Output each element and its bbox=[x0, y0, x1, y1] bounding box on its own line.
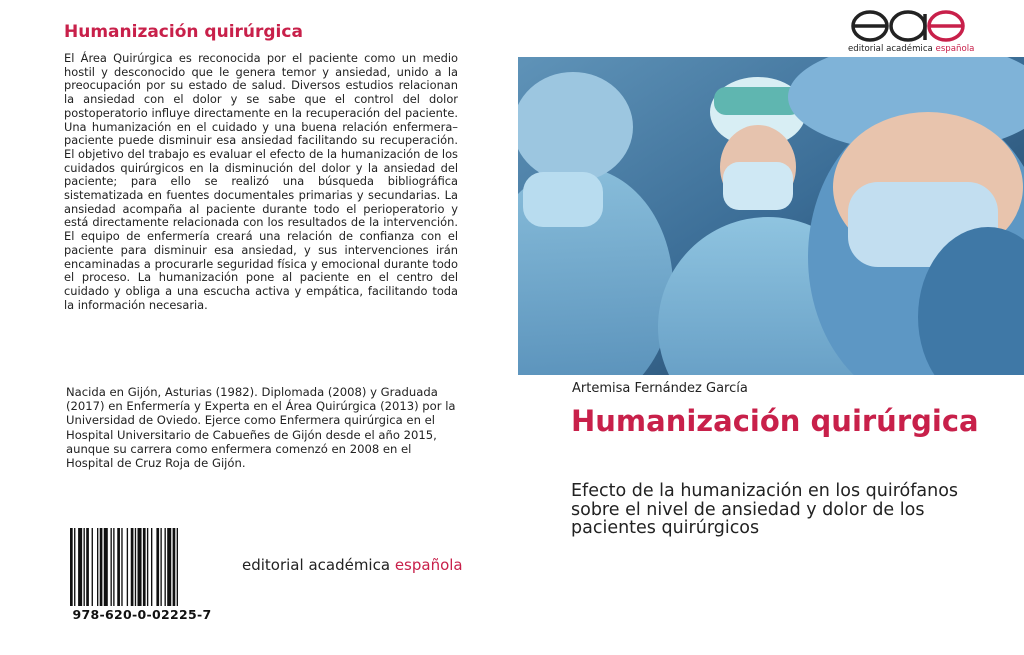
publisher-main: editorial académica bbox=[242, 556, 395, 574]
barcode-bar bbox=[92, 528, 93, 606]
barcode-bar bbox=[131, 528, 134, 606]
barcode-bar bbox=[135, 528, 136, 606]
barcode-bar bbox=[127, 528, 128, 606]
author-bio: Nacida en Gijón, Asturias (1982). Diplomada (2008) y Graduada (2017) en Enfermería y Experta en el Área Quirúrgica (2013) por la Universidad de Oviedo. Ejerce como Enfermera quirúrgica en el Hospital Universitario de Cabueñes de Gijón desde el año 2015, aunque su carrera como enfermera comenzó en 2008 en el Hospital de Cruz Roja de Gijón. bbox=[66, 385, 456, 471]
barcode-bar bbox=[113, 528, 114, 606]
barcode-bar bbox=[111, 528, 112, 606]
barcode-bar bbox=[86, 528, 89, 606]
barcode-icon bbox=[70, 528, 214, 606]
author-name: Artemisa Fernández García bbox=[572, 381, 748, 396]
barcode-bar bbox=[104, 528, 108, 606]
barcode-bar bbox=[70, 528, 73, 606]
barcode-bar bbox=[74, 528, 75, 606]
barcode bbox=[66, 525, 218, 623]
barcode-bar bbox=[147, 528, 148, 606]
surgical-team-illustration bbox=[518, 57, 1024, 375]
barcode-bar bbox=[173, 528, 176, 606]
back-publisher-name bbox=[242, 556, 463, 574]
barcode-bar bbox=[121, 528, 122, 606]
logo-caption-main: editorial académica bbox=[848, 44, 936, 54]
back-cover-blurb: El Área Quirúrgica es reconocida por el paciente como un medio hostil y desconocido que le genera temor y ansiedad, unido a la preocupación por su estado de salud. Diversos estudios relacionan la ansiedad con el dolor y se sabe que el control del dolor postoperatorio influye directamente en la recuperación del paciente. Una humanización en el cuidado y una buena relación enfermera–paciente puede disminuir esa ansiedad facilitando su recuperación. El objetivo del trabajo es evaluar el efecto de la humanización de los cuidados quirúrgicos en la disminución del dolor y la ansiedad del paciente; para ello se realizó una búsqueda bibliográfica sistematizada en fuentes documentales primarias y secundarias. La ansiedad acompaña al paciente durante todo el perioperatorio y está directamente relacionada con los resultados de la intervención. El equipo de enfermería creará una relación de confianza con el paciente para disminuir esa ansiedad, y sus intervenciones irán encaminadas a procurarle seguridad física y emocional durante todo el proceso. La humanización pone al paciente en el centro del cuidado y obliga a una escucha activa y empática, facilitando toda la información necesaria. bbox=[64, 51, 458, 312]
front-cover-title: Humanización quirúrgica bbox=[571, 404, 979, 438]
barcode-bar bbox=[143, 528, 146, 606]
publisher-accent: española bbox=[394, 556, 463, 574]
barcode-bar bbox=[167, 528, 171, 606]
barcode-bar bbox=[97, 528, 98, 606]
isbn-number: 978-620-0-02225-7 bbox=[72, 607, 212, 622]
barcode-bar bbox=[84, 528, 85, 606]
barcode-bar bbox=[165, 528, 166, 606]
barcode-bar bbox=[156, 528, 159, 606]
front-cover-subtitle: Efecto de la humanización en los quirófanos sobre el nivel de ansiedad y dolor de los pacientes quirúrgicos bbox=[571, 481, 959, 538]
barcode-bar bbox=[160, 528, 161, 606]
barcode-bar bbox=[177, 528, 178, 606]
logo-caption-accent: española bbox=[935, 44, 975, 54]
surgical-team-photo bbox=[518, 57, 1024, 375]
barcode-bar bbox=[117, 528, 120, 606]
barcode-bar bbox=[100, 528, 103, 606]
eae-logo-icon bbox=[848, 8, 968, 44]
back-cover-title: Humanización quirúrgica bbox=[64, 22, 303, 42]
logo-caption bbox=[848, 44, 975, 54]
barcode-bar bbox=[78, 528, 82, 606]
barcode-bar bbox=[138, 528, 142, 606]
publisher-logo bbox=[848, 8, 975, 58]
barcode-bar bbox=[151, 528, 152, 606]
